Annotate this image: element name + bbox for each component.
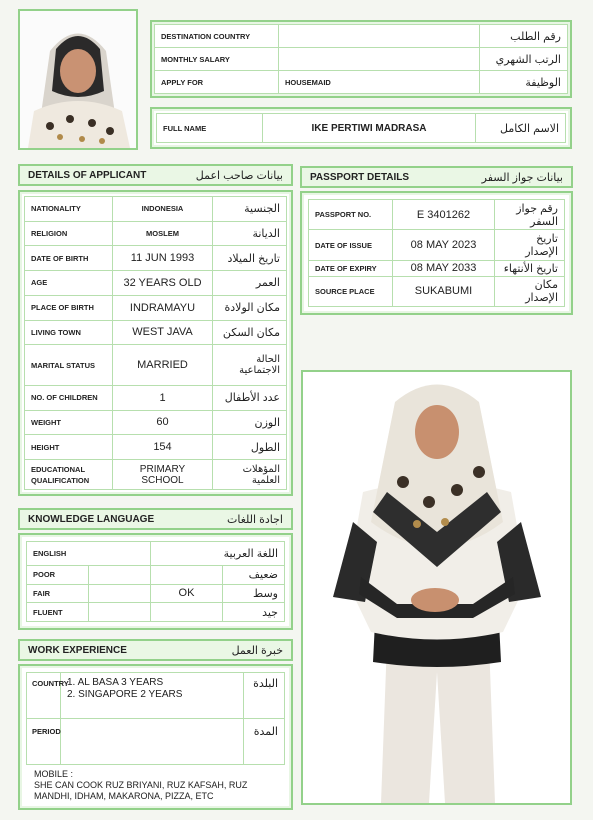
applicant-title-ar: بيانات صاحب اعمل xyxy=(195,169,283,182)
field-value: 1 xyxy=(113,385,213,410)
field-label: PLACE OF BIRTH xyxy=(25,295,113,320)
field-value: 32 YEARS OLD xyxy=(113,271,213,296)
table-row xyxy=(25,410,287,435)
portrait-photo-icon xyxy=(20,11,136,148)
experience-title-ar: خبرة العمل xyxy=(231,644,283,657)
experience-section-header xyxy=(18,639,293,661)
table-row xyxy=(309,230,565,260)
field-label: PASSPORT NO. xyxy=(309,200,393,230)
table-row xyxy=(27,603,285,622)
period-label-ar: المدة xyxy=(253,726,278,738)
mobile-note xyxy=(26,765,285,802)
table-row xyxy=(155,71,568,94)
field-value: 08 MAY 2033 xyxy=(393,260,495,276)
english-level-value xyxy=(151,603,223,622)
field-value: PRIMARY SCHOOL xyxy=(113,460,213,490)
passport-title: PASSPORT DETAILS xyxy=(310,171,410,183)
language-grid xyxy=(26,541,285,622)
mobile-text: SHE CAN COOK RUZ BRIYANI, RUZ KAFSAH, RUZ MANDHI, IDHAM, MAKARONA, PIZZA, ETC xyxy=(34,780,248,801)
english-level-value xyxy=(151,566,223,585)
field-label: RELIGION xyxy=(25,221,113,246)
experience-line: 2. SINGAPORE 2 YEARS xyxy=(67,689,183,700)
field-label-ar: الرتب الشهري xyxy=(480,48,568,71)
full-name-label-ar: الاسم الكامل xyxy=(476,114,566,143)
field-value: 154 xyxy=(113,435,213,460)
country-row xyxy=(26,672,285,719)
experience-line: 1. AL BASA 3 YEARS xyxy=(67,677,164,688)
portrait-photo xyxy=(18,9,138,150)
field-label: MARITAL STATUS xyxy=(25,345,113,386)
table-row xyxy=(27,542,285,566)
period-value xyxy=(61,719,244,764)
field-label: DATE OF ISSUE xyxy=(309,230,393,260)
field-label-ar: الوظيفة xyxy=(480,71,568,94)
field-label-ar: عدد الأطفال xyxy=(213,385,287,410)
country-label-ar: البلدة xyxy=(253,678,278,690)
application-info-grid xyxy=(154,24,568,94)
applicant-grid xyxy=(24,196,287,490)
applicant-title: DETAILS OF APPLICANT xyxy=(28,169,147,181)
field-label: DATE OF EXPIRY xyxy=(309,260,393,276)
level-empty-cell xyxy=(89,584,151,603)
table-row xyxy=(25,460,287,490)
table-row xyxy=(25,345,287,386)
field-label: MONTHLY SALARY xyxy=(155,48,279,71)
table-row xyxy=(309,276,565,306)
field-value: 08 MAY 2023 xyxy=(393,230,495,260)
table-row xyxy=(27,566,285,585)
table-row xyxy=(309,200,565,230)
field-label-ar: الجنسية xyxy=(213,197,287,222)
field-label: HEIGHT xyxy=(25,435,113,460)
field-label-ar: رقم جواز السفر xyxy=(495,200,565,230)
passport-section-header xyxy=(300,166,573,188)
table-row xyxy=(25,197,287,222)
field-value: 60 xyxy=(113,410,213,435)
table-row xyxy=(25,435,287,460)
field-label-ar: رقم الطلب xyxy=(480,25,568,48)
level-label: FLUENT xyxy=(27,603,89,622)
experience-title: WORK EXPERIENCE xyxy=(28,644,127,656)
full-name-value: IKE PERTIWI MADRASA xyxy=(263,114,476,143)
field-value: 11 JUN 1993 xyxy=(113,246,213,271)
full-body-photo-icon xyxy=(303,372,570,803)
field-label: NO. OF CHILDREN xyxy=(25,385,113,410)
table-row xyxy=(25,271,287,296)
passport-grid xyxy=(308,199,565,307)
field-label: DATE OF BIRTH xyxy=(25,246,113,271)
field-value xyxy=(279,48,480,71)
field-label: LIVING TOWN xyxy=(25,320,113,345)
field-value: MARRIED xyxy=(113,345,213,386)
language-title-ar: اجادة اللغات xyxy=(227,513,283,526)
table-row xyxy=(27,584,285,603)
field-label: DESTINATION COUNTRY xyxy=(155,25,279,48)
period-label: PERIOD xyxy=(27,719,61,764)
table-row xyxy=(25,246,287,271)
applicant-details-table xyxy=(18,190,293,496)
level-label-ar: جيد xyxy=(223,603,285,622)
field-label: EDUCATIONAL QUALIFICATION xyxy=(25,460,113,490)
level-label-ar: وسط xyxy=(223,584,285,603)
english-level-value: OK xyxy=(151,584,223,603)
table-row xyxy=(25,221,287,246)
field-value: HOUSEMAID xyxy=(279,71,480,94)
experience-table xyxy=(18,664,293,810)
level-empty-cell xyxy=(89,603,151,622)
passport-title-ar: بيانات جواز السفر xyxy=(481,171,563,184)
full-name-box xyxy=(150,107,572,149)
field-value: INDONESIA xyxy=(113,197,213,222)
field-label-ar: العمر xyxy=(213,271,287,296)
applicant-section-header xyxy=(18,164,293,186)
table-row xyxy=(25,295,287,320)
field-label-ar: الطول xyxy=(213,435,287,460)
field-label-ar: تاريخ الأنتهاء xyxy=(495,260,565,276)
field-label-ar: الحالة الاجتماعية xyxy=(213,345,287,386)
table-row xyxy=(157,114,566,143)
field-label: NATIONALITY xyxy=(25,197,113,222)
table-row xyxy=(155,25,568,48)
country-values xyxy=(61,673,244,718)
table-row xyxy=(25,320,287,345)
table-row xyxy=(25,385,287,410)
english-label: ENGLISH xyxy=(27,542,151,566)
field-value: MOSLEM xyxy=(113,221,213,246)
level-label: FAIR xyxy=(27,584,89,603)
arabic-label: اللغة العربية xyxy=(151,542,285,566)
field-label-ar: المؤهلات العلمية xyxy=(213,460,287,490)
field-label: AGE xyxy=(25,271,113,296)
language-title: KNOWLEDGE LANGUAGE xyxy=(28,513,155,525)
level-label-ar: ضعيف xyxy=(223,566,285,585)
field-label: SOURCE PLACE xyxy=(309,276,393,306)
field-label-ar: تاريخ الإصدار xyxy=(495,230,565,260)
level-label: POOR xyxy=(27,566,89,585)
application-info-table xyxy=(150,20,572,98)
passport-details-table xyxy=(300,191,573,315)
field-label-ar: الوزن xyxy=(213,410,287,435)
field-label-ar: الديانة xyxy=(213,221,287,246)
field-value: INDRAMAYU xyxy=(113,295,213,320)
level-empty-cell xyxy=(89,566,151,585)
mobile-label: MOBILE : xyxy=(34,769,74,779)
field-value: SUKABUMI xyxy=(393,276,495,306)
field-label-ar: مكان الإصدار xyxy=(495,276,565,306)
full-body-photo xyxy=(301,370,572,805)
field-label: WEIGHT xyxy=(25,410,113,435)
field-label: APPLY FOR xyxy=(155,71,279,94)
country-label: COUNTRY xyxy=(27,673,61,718)
table-row xyxy=(155,48,568,71)
field-label-ar: مكان السكن xyxy=(213,320,287,345)
language-section-header xyxy=(18,508,293,530)
field-value: E 3401262 xyxy=(393,200,495,230)
period-row xyxy=(26,719,285,765)
table-row xyxy=(309,260,565,276)
field-label-ar: مكان الولادة xyxy=(213,295,287,320)
field-value xyxy=(279,25,480,48)
full-name-label: FULL NAME xyxy=(157,114,263,143)
field-label-ar: تاريخ الميلاد xyxy=(213,246,287,271)
full-name-grid xyxy=(156,113,566,143)
field-value: WEST JAVA xyxy=(113,320,213,345)
language-table xyxy=(18,533,293,630)
